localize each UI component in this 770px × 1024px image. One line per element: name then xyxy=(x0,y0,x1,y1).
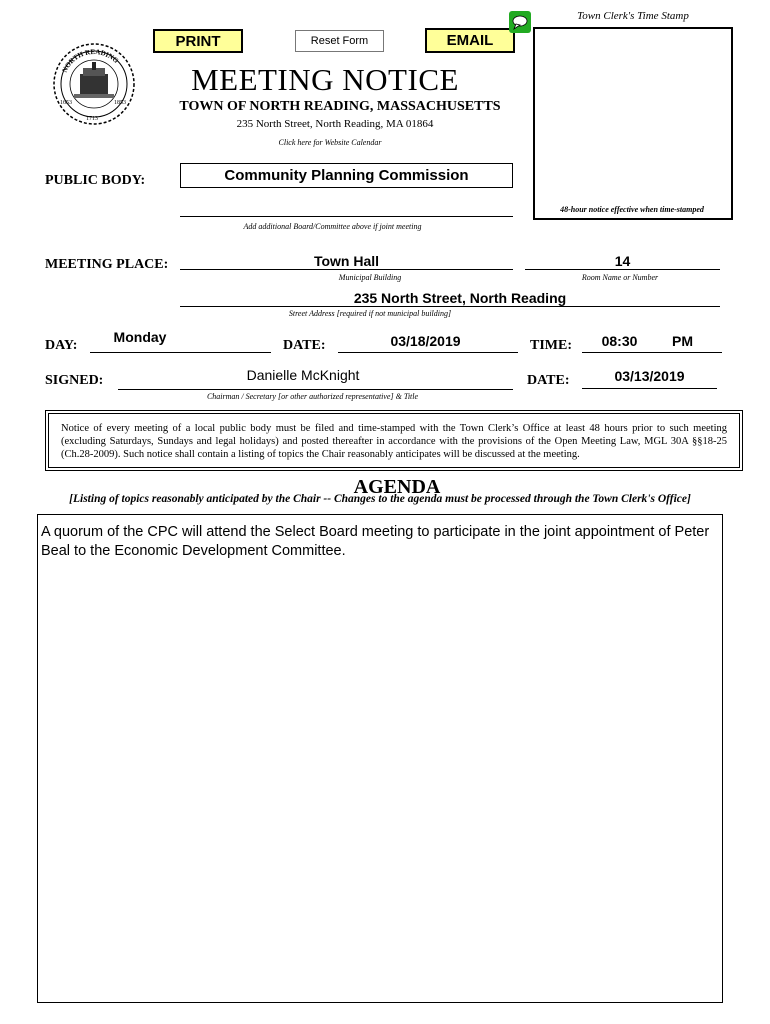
signed-date-line xyxy=(582,387,717,389)
notice-box xyxy=(45,410,743,471)
meeting-date-line xyxy=(338,351,518,353)
town-name: TOWN OF NORTH READING, MASSACHUSETTS xyxy=(179,99,501,114)
ampm-field[interactable]: PM xyxy=(672,333,693,349)
time-stamp-title: Town Clerk's Time Stamp xyxy=(577,10,689,22)
email-button[interactable]: EMAIL xyxy=(425,28,515,53)
day-field[interactable]: Monday xyxy=(113,329,167,345)
meeting-place-label: MEETING PLACE: xyxy=(45,257,169,272)
meeting-date-label: DATE: xyxy=(283,338,326,353)
public-body-label: PUBLIC BODY: xyxy=(45,173,146,188)
agenda-body: A quorum of the CPC will attend the Select Board meeting to participate in the joint appointment of Peter Beal to the Economic Development Committee. xyxy=(41,524,710,559)
agenda-textarea[interactable] xyxy=(37,514,723,1003)
meeting-place-field[interactable]: Town Hall xyxy=(313,253,380,269)
town-seal xyxy=(52,42,136,126)
seal-right-text: 1853 xyxy=(114,100,126,106)
notice-text: Notice of every meeting of a local public body must be filed and time-stamped with the Town Clerk’s Office at least 48 hours prior to such meeting (excluding Saturdays, Sundays and legal holidays) and posted thereafter in accordance with the provisions of the Open Meeting Law, MGL 30A §§18-25 (Ch.28-2009). Such notice shall contain a listing of topics the Chair reasonably anticipates will be discussed at the meeting. xyxy=(61,423,727,460)
seal-bottom-text: 1713 xyxy=(86,116,98,122)
reset-form-button[interactable]: Reset Form xyxy=(295,30,384,52)
page-title: MEETING NOTICE xyxy=(191,62,459,97)
joint-board-hint: Add additional Board/Committee above if joint meeting xyxy=(243,222,422,231)
seal-top-text: NORTH READING xyxy=(60,47,121,74)
signed-name-field[interactable]: Danielle McKnight xyxy=(246,367,360,383)
agenda-subtitle: [Listing of topics reasonably anticipated by the Chair -- Changes to the agenda must be processed through the Town Clerk's Office] xyxy=(69,493,691,505)
signed-line xyxy=(118,388,513,390)
street-address-field[interactable]: 235 North Street, North Reading xyxy=(353,290,567,306)
meeting-date-field[interactable]: 03/18/2019 xyxy=(390,333,461,349)
print-button[interactable]: PRINT xyxy=(153,29,243,53)
signed-label: SIGNED: xyxy=(45,373,104,388)
town-address: 235 North Street, North Reading, MA 01864 xyxy=(236,118,434,130)
day-line xyxy=(90,351,271,353)
meeting-place-hint: Municipal Building xyxy=(338,273,402,282)
comment-icon[interactable] xyxy=(509,11,531,33)
day-label: DAY: xyxy=(45,338,78,353)
room-field[interactable]: 14 xyxy=(614,253,631,269)
room-hint: Room Name or Number xyxy=(581,273,659,282)
time-stamp-box xyxy=(533,27,733,220)
seal-left-text: 1653 xyxy=(60,100,72,106)
public-body-field[interactable]: Community Planning Commission xyxy=(180,163,513,188)
joint-board-line[interactable] xyxy=(180,215,513,217)
signed-hint: Chairman / Secretary [or other authorized representative] & Title xyxy=(206,392,419,401)
time-line xyxy=(582,351,722,353)
street-address-hint: Street Address [required if not municipal building] xyxy=(288,309,452,318)
time-label: TIME: xyxy=(530,338,572,353)
website-calendar-link[interactable]: Click here for Website Calendar xyxy=(278,138,382,147)
signed-date-label: DATE: xyxy=(527,373,570,388)
agenda-title: AGENDA xyxy=(353,476,441,498)
time-field[interactable]: 08:30 xyxy=(601,333,638,349)
signed-date-field[interactable]: 03/13/2019 xyxy=(614,368,685,384)
time-stamp-note: 48-hour notice effective when time-stamped xyxy=(560,205,704,214)
